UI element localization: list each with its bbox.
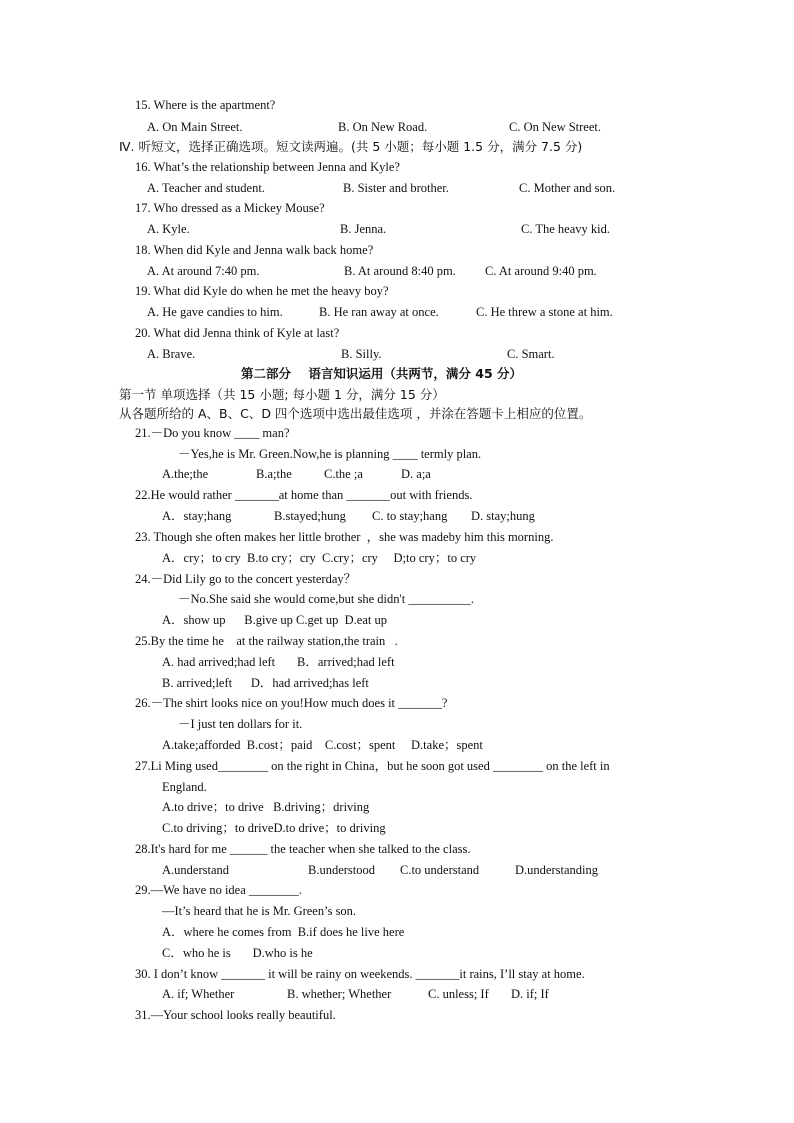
question-24-reply: －No.She said she would come,but she didn't __________. (178, 592, 474, 606)
question-28: 28.It's hard for me ______ the teacher when she talked to the class. (135, 842, 471, 856)
option-22b: B.stayed;hung (274, 509, 346, 523)
section-one-instructions: 从各题所给的 A、B、C、D 四个选项中选出最佳选项 ，并涂在答题卡上相应的位置。 (119, 406, 592, 421)
options-26: A.take;afforded B.cost；paid C.cost；spent D.take；spent (162, 738, 483, 752)
question-21-reply: －Yes,he is Mr. Green.Now,he is planning ____ termly plan. (178, 447, 482, 461)
option-16a: A. Teacher and student. (147, 181, 265, 195)
option-20c: C. Smart. (507, 347, 555, 361)
question-20: 20. What did Jenna think of Kyle at last? (135, 326, 340, 340)
option-16b: B. Sister and brother. (343, 181, 449, 195)
option-20b: B. Silly. (341, 347, 382, 361)
question-21: 21.－Do you know ____ man? (135, 426, 290, 440)
option-17b: B. Jenna. (340, 222, 387, 236)
option-21a: A.the;the (162, 467, 209, 481)
option-19b: B. He ran away at once. (319, 305, 439, 319)
option-15b: B. On New Road. (338, 120, 428, 134)
option-28c: C.to understand (400, 863, 480, 877)
option-18c: C. At around 9:40 pm. (485, 264, 597, 278)
option-16c: C. Mother and son. (519, 181, 616, 195)
options-25-row2: B. arrived;left D．had arrived;has left (162, 676, 369, 690)
question-31: 31.—Your school looks really beautiful. (135, 1008, 336, 1022)
option-18b: B. At around 8:40 pm. (344, 264, 456, 278)
option-22a: A．stay;hang (162, 509, 232, 523)
option-28d: D.understanding (515, 863, 598, 877)
options-27-row1: A.to drive；to drive B.driving；driving (162, 800, 370, 814)
question-22: 22.He would rather _______at home than _______out with friends. (135, 488, 473, 502)
options-23: A．cry；to cry B.to cry；cry C.cry；cry D;to cry；to cry (162, 551, 477, 565)
option-17c: C. The heavy kid. (521, 222, 610, 236)
option-18a: A. At around 7:40 pm. (147, 264, 260, 278)
option-15c: C. On New Street. (509, 120, 601, 134)
option-19a: A. He gave candies to him. (147, 305, 283, 319)
section-iv-instructions: Ⅳ. 听短文，选择正确选项。短文读两遍。(共 5 小题；每小题 1.5 分，满分 7.5 分) (119, 139, 583, 154)
options-25-row1: A. had arrived;had left B．arrived;had left (162, 655, 395, 669)
part-two-heading: 第二部分 语言知识运用（共两节，满分 45 分） (241, 366, 523, 381)
question-29: 29.—We have no idea ________. (135, 883, 303, 897)
option-22d: D. stay;hung (471, 509, 535, 523)
section-one-heading: 第一节 单项选择（共 15 小题; 每小题 1 分，满分 15 分） (119, 387, 445, 402)
question-16: 16. What’s the relationship between Jenna and Kyle? (135, 160, 400, 174)
question-27: 27.Li Ming used________ on the right in China，but he soon got used ________ on the left in (135, 759, 610, 773)
option-30d: D. if; If (511, 987, 549, 1001)
option-15a: A. On Main Street. (147, 120, 243, 134)
question-18: 18. When did Kyle and Jenna walk back home? (135, 243, 374, 257)
option-21c: C.the ;a (324, 467, 363, 481)
options-24: A．show up B.give up C.get up D.eat up (162, 613, 387, 627)
options-27-row2: C.to driving；to driveD.to drive；to driving (162, 821, 386, 835)
option-28b: B.understood (308, 863, 376, 877)
option-30c: C. unless; If (428, 987, 489, 1001)
question-25: 25.By the time he at the railway station,the train . (135, 634, 398, 648)
question-24: 24.－Did Lily go to the concert yesterday？ (135, 572, 357, 586)
question-19: 19. What did Kyle do when he met the heavy boy? (135, 284, 389, 298)
option-21b: B.a;the (256, 467, 292, 481)
options-29-row2: C．who he is D.who is he (162, 946, 313, 960)
option-28a: A.understand (162, 863, 229, 877)
option-21d: D. a;a (401, 467, 431, 481)
question-29-reply: —It’s heard that he is Mr. Green’s son. (162, 904, 357, 918)
question-15: 15. Where is the apartment? (135, 98, 276, 112)
option-30a: A. if; Whether (162, 987, 235, 1001)
option-20a: A. Brave. (147, 347, 196, 361)
question-30: 30. I don’t know _______ it will be rainy on weekends. _______it rains, I’ll stay at home. (135, 967, 585, 981)
option-17a: A. Kyle. (147, 222, 190, 236)
option-22c: C. to stay;hang (372, 509, 448, 523)
question-26: 26.－The shirt looks nice on you!How much does it _______? (135, 696, 448, 710)
option-19c: C. He threw a stone at him. (476, 305, 613, 319)
option-30b: B. whether; Whether (287, 987, 392, 1001)
options-29-row1: A．where he comes from B.if does he live here (162, 925, 405, 939)
question-23: 23. Though she often makes her little brother ，she was madeby him this morning. (135, 530, 554, 544)
question-17: 17. Who dressed as a Mickey Mouse? (135, 201, 325, 215)
question-27-cont: England. (162, 780, 207, 794)
question-26-reply: －I just ten dollars for it. (178, 717, 303, 731)
